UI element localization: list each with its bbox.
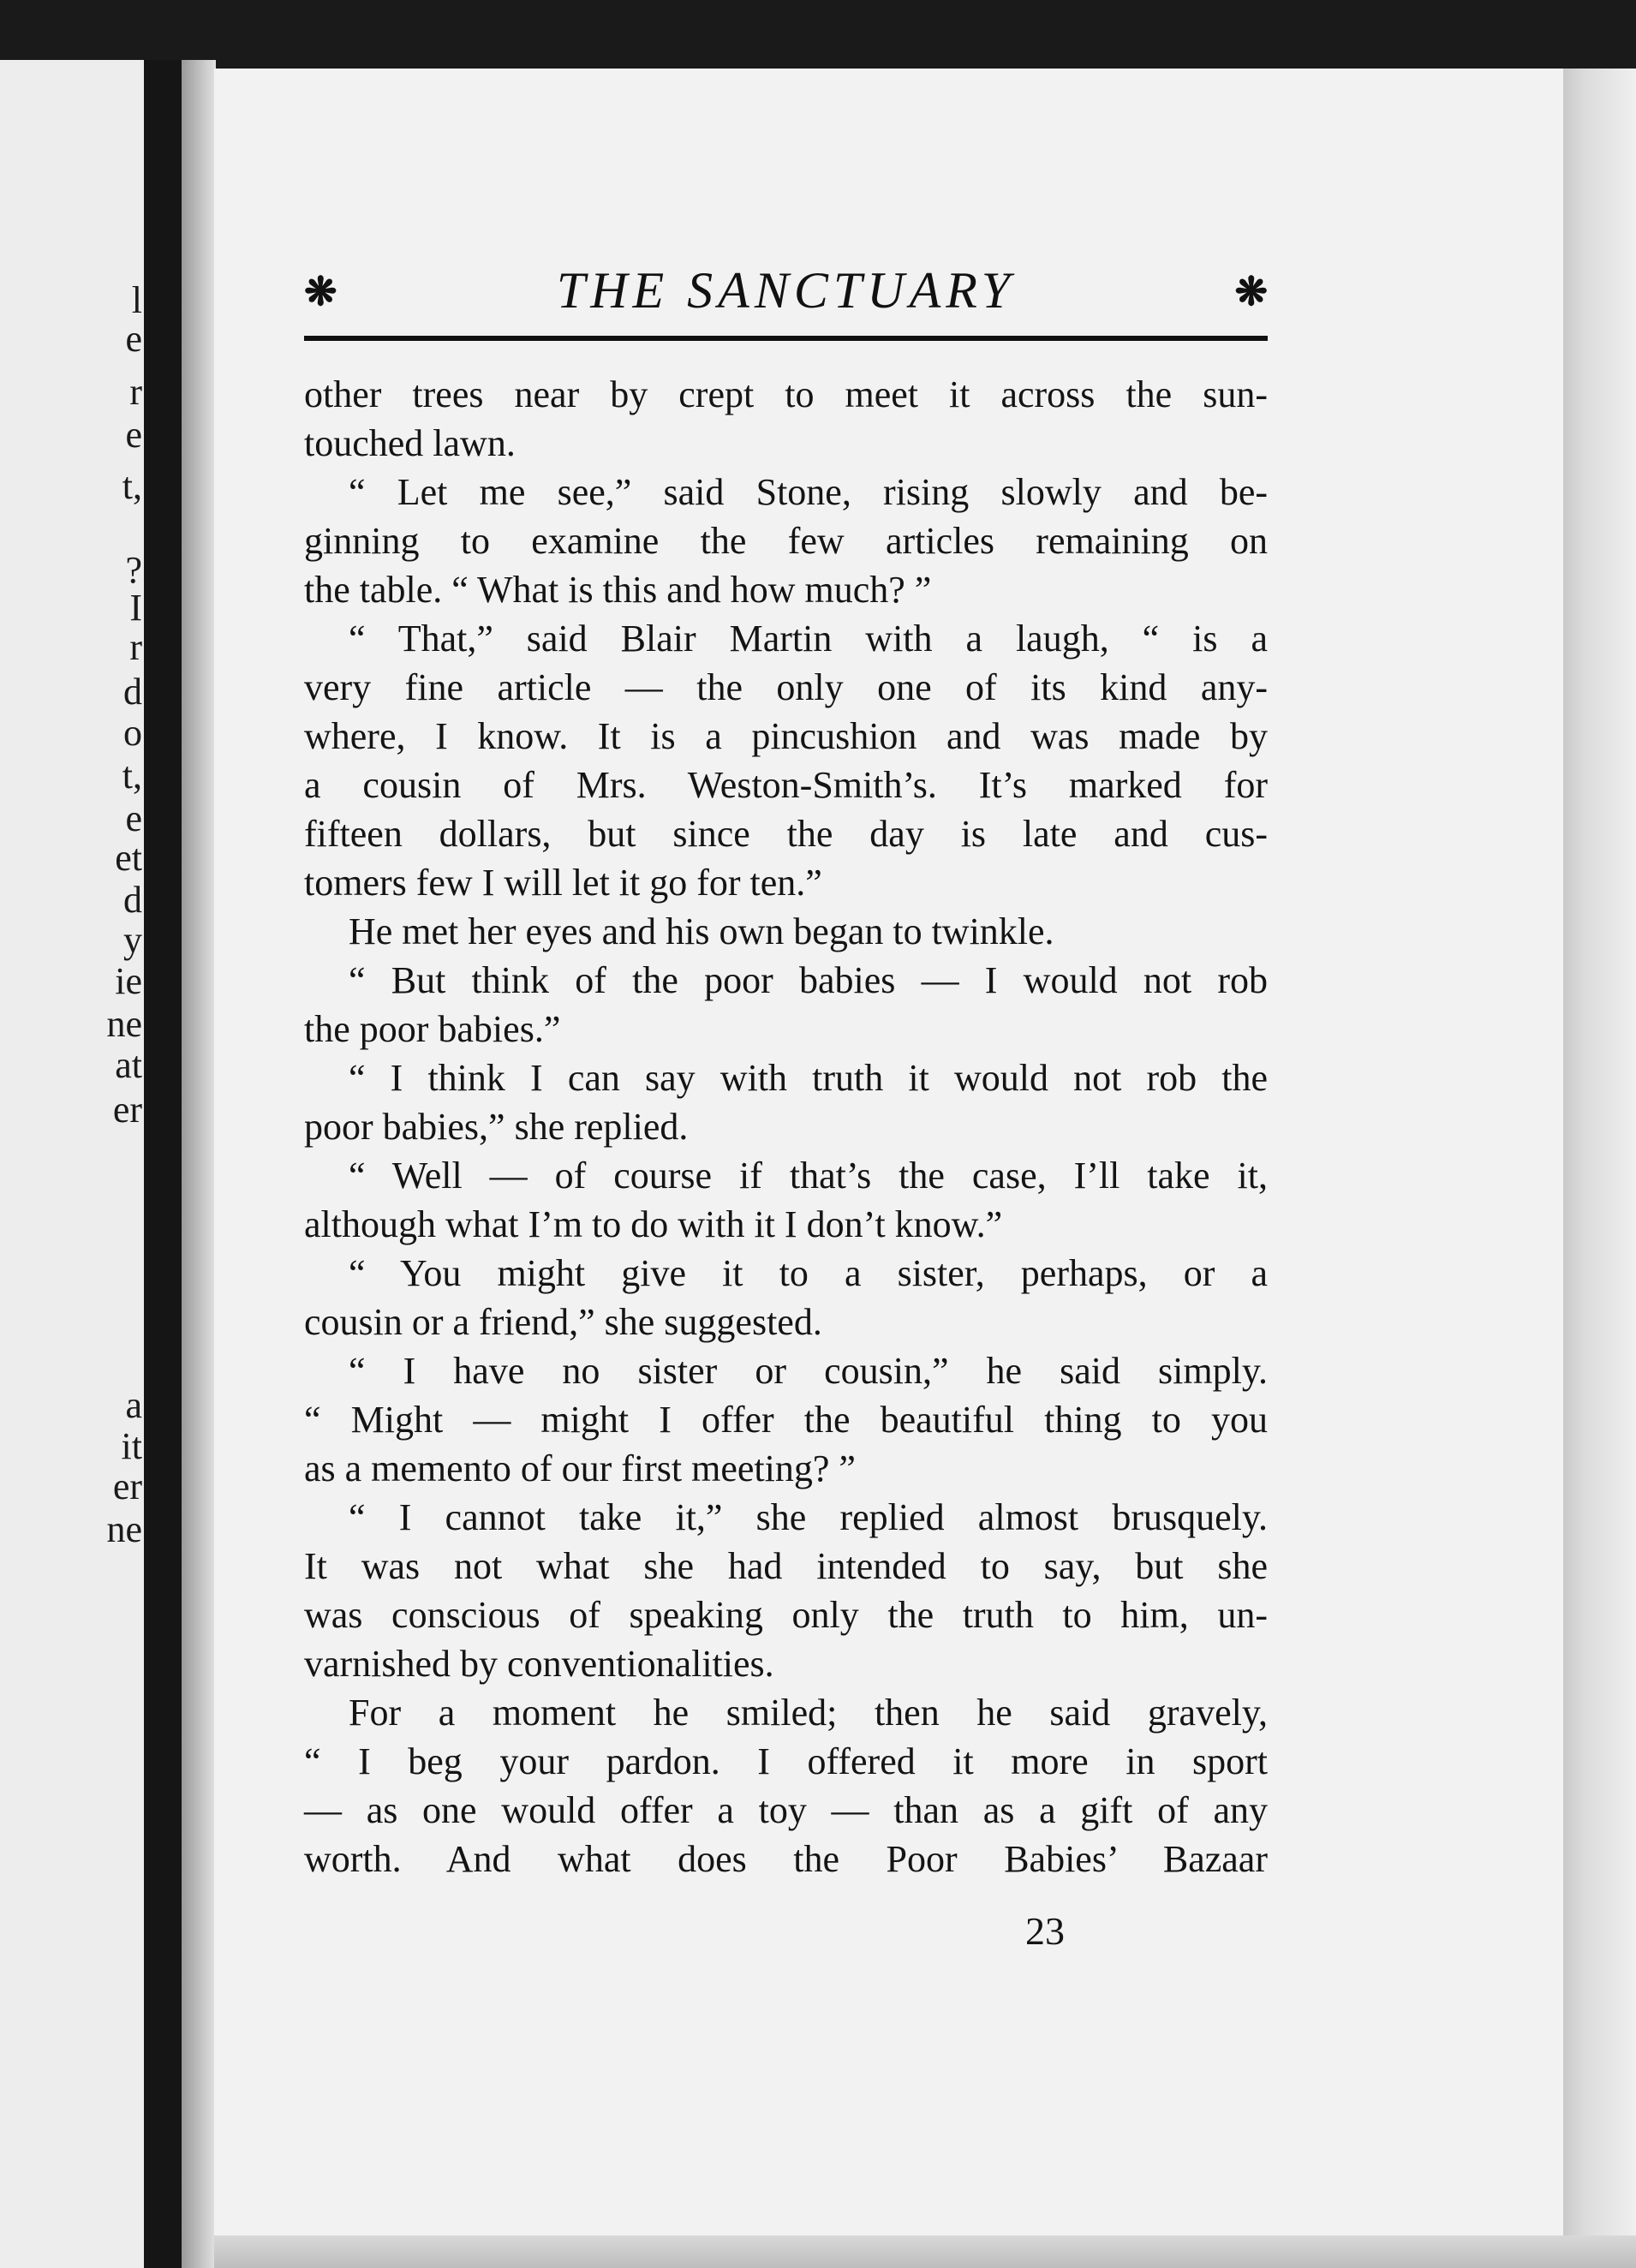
facing-page-fragment: er xyxy=(112,1089,142,1131)
facing-page-fragment: d xyxy=(123,879,142,921)
text-line: touched lawn. xyxy=(304,422,516,464)
book-gutter xyxy=(144,60,182,2268)
text-line: although what I’m to do with it I don’t know.” xyxy=(304,1203,1003,1245)
text-line: “ But think of the poor babies — I would not rob xyxy=(349,959,1268,1001)
scan-top-border xyxy=(0,0,1636,69)
facing-page-fragment: er xyxy=(112,1465,142,1507)
text-line: “ I cannot take it,” she replied almost brusquely. xyxy=(349,1496,1268,1538)
text-line: “ You might give it to a sister, perhaps, or a xyxy=(349,1252,1268,1294)
text-line: as a memento of our first meeting? ” xyxy=(304,1447,856,1489)
gutter-shadow xyxy=(182,60,216,2268)
text-line: ginning to examine the few articles remaining on xyxy=(304,520,1268,562)
text-line: worth. And what does the Poor Babies’ Bazaar xyxy=(304,1838,1268,1880)
facing-page-fragment: ne xyxy=(106,1508,142,1550)
running-title: THE SANCTUARY xyxy=(556,262,1016,319)
facing-page-fragment: et xyxy=(115,837,142,879)
text-line: poor babies,” she replied. xyxy=(304,1106,689,1148)
header-rule xyxy=(304,336,1268,341)
facing-page-fragment: d xyxy=(123,671,142,713)
text-line: “ Might — might I offer the beautiful thing to you xyxy=(304,1399,1268,1441)
facing-page-fragment: o xyxy=(123,712,142,754)
facing-page-fragment: t, xyxy=(122,755,142,797)
text-line: “ Let me see,” said Stone, rising slowly and be- xyxy=(349,471,1268,513)
text-line: fifteen dollars, but since the day is late and cus- xyxy=(304,813,1268,855)
text-line: where, I know. It is a pincushion and was made by xyxy=(304,715,1268,757)
text-line: “ I beg your pardon. I offered it more in sport xyxy=(304,1740,1268,1782)
facing-page-fragment: e xyxy=(125,797,142,839)
text-line: “ I have no sister or cousin,” he said simply. xyxy=(349,1350,1268,1392)
facing-page-fragment: I xyxy=(129,587,142,629)
facing-page-fragment: t, xyxy=(122,465,142,507)
page-number: 23 xyxy=(1025,1909,1065,1953)
ornament-right-icon: ❋ xyxy=(1234,270,1268,313)
scan-bottom-border xyxy=(214,2235,1636,2268)
text-line: tomers few I will let it go for ten.” xyxy=(304,862,822,904)
facing-page-fragment: r xyxy=(129,626,142,668)
facing-page-fragment: ne xyxy=(106,1003,142,1045)
text-line: For a moment he smiled; then he said gravely, xyxy=(349,1692,1268,1734)
text-line: was conscious of speaking only the truth to him, un- xyxy=(304,1594,1268,1636)
facing-page-fragment: y xyxy=(123,919,142,961)
page-edge xyxy=(1563,69,1636,2268)
body-text xyxy=(304,370,1268,1883)
text-line: He met her eyes and his own began to twinkle. xyxy=(349,910,1054,952)
text-line: a cousin of Mrs. Weston-Smith’s. It’s marked for xyxy=(304,764,1268,806)
text-line: the table. “ What is this and how much? ” xyxy=(304,569,932,611)
text-line: very fine article — the only one of its kind any- xyxy=(304,666,1268,708)
facing-page-fragment: it xyxy=(121,1425,142,1467)
facing-page-fragment: r xyxy=(129,371,142,413)
ornament-left-icon: ❋ xyxy=(304,270,337,313)
text-line: varnished by conventionalities. xyxy=(304,1643,774,1685)
facing-page-fragment: a xyxy=(125,1384,142,1426)
running-header xyxy=(304,257,1268,325)
facing-page-text-fragments xyxy=(0,60,146,2268)
facing-page-fragment: l xyxy=(131,279,142,321)
facing-page-sliver xyxy=(0,60,146,2268)
text-line: “ That,” said Blair Martin with a laugh, “ is a xyxy=(349,618,1268,660)
text-line: It was not what she had intended to say, but she xyxy=(304,1545,1268,1587)
facing-page-fragment: ie xyxy=(115,960,142,1002)
text-line: — as one would offer a toy — than as a gift of any xyxy=(304,1789,1268,1831)
text-line: “ Well — of course if that’s the case, I’ll take it, xyxy=(349,1155,1268,1197)
text-line: other trees near by crept to meet it across the sun- xyxy=(304,373,1268,415)
text-line: cousin or a friend,” she suggested. xyxy=(304,1301,822,1343)
text-line: “ I think I can say with truth it would not rob the xyxy=(349,1057,1268,1099)
facing-page-fragment: ? xyxy=(125,549,142,591)
facing-page-fragment: at xyxy=(115,1044,142,1086)
facing-page-fragment: e xyxy=(125,414,142,456)
text-line: the poor babies.” xyxy=(304,1008,561,1050)
facing-page-fragment: e xyxy=(125,318,142,360)
